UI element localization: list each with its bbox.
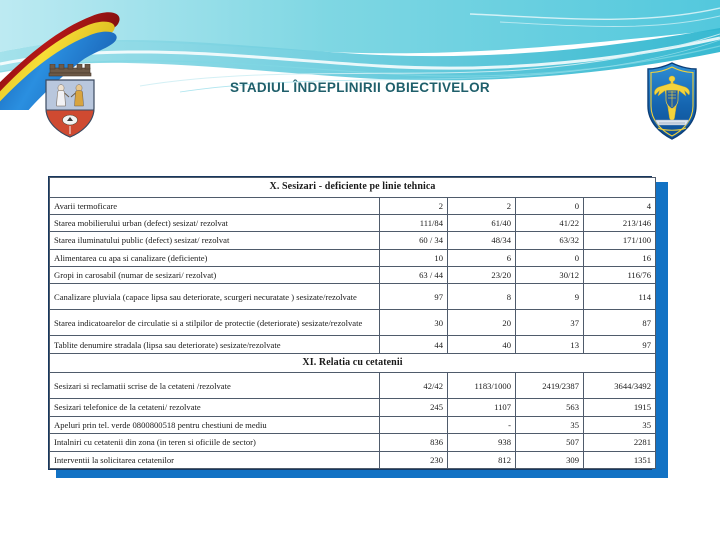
- section-heading: XI. Relatia cu cetatenii: [50, 353, 656, 373]
- row-value: [380, 416, 448, 433]
- row-label: Starea indicatoarelor de circulatie si a stilpilor de protectie (deteriorate) sesizate/rezolvate: [50, 310, 380, 336]
- row-value: 0: [516, 197, 584, 214]
- row-value: 9: [516, 284, 584, 310]
- statistics-table: [49, 177, 656, 469]
- row-value: 44: [380, 336, 448, 353]
- row-value: 6: [448, 249, 516, 266]
- coat-of-arms-sector-icon: [38, 64, 102, 140]
- row-value: 171/100: [584, 232, 656, 249]
- section-header-row: [50, 178, 656, 198]
- row-value: 42/42: [380, 373, 448, 399]
- row-value: 87: [584, 310, 656, 336]
- row-label: Starea iluminatului public (defect) sesizat/ rezolvat: [50, 232, 380, 249]
- row-value: 97: [584, 336, 656, 353]
- row-label: Avarii termoficare: [50, 197, 380, 214]
- table-row: [50, 336, 656, 353]
- section-header-row: [50, 353, 656, 373]
- row-value: 97: [380, 284, 448, 310]
- table-row: [50, 310, 656, 336]
- row-value: 812: [448, 451, 516, 469]
- row-value: 30: [380, 310, 448, 336]
- row-value: 30/12: [516, 267, 584, 284]
- table-row: [50, 197, 656, 214]
- row-value: 116/76: [584, 267, 656, 284]
- row-value: 213/146: [584, 214, 656, 231]
- row-value: 245: [380, 399, 448, 416]
- row-value: 48/34: [448, 232, 516, 249]
- row-value: 1183/1000: [448, 373, 516, 399]
- table-row: [50, 232, 656, 249]
- row-label: Canalizare pluviala (capace lipsa sau deteriorate, scurgeri necuratate ) sesizate/rezolvate: [50, 284, 380, 310]
- row-value: 63 / 44: [380, 267, 448, 284]
- row-value: 35: [516, 416, 584, 433]
- row-value: 41/22: [516, 214, 584, 231]
- row-value: 1915: [584, 399, 656, 416]
- row-value: 2419/2387: [516, 373, 584, 399]
- row-label: Apeluri prin tel. verde 0800800518 pentru chestiuni de mediu: [50, 416, 380, 433]
- row-value: 63/32: [516, 232, 584, 249]
- row-label: Alimentarea cu apa si canalizare (deficiente): [50, 249, 380, 266]
- row-value: 37: [516, 310, 584, 336]
- row-value: 309: [516, 451, 584, 469]
- table-row: [50, 214, 656, 231]
- row-value: 3644/3492: [584, 373, 656, 399]
- row-value: 13: [516, 336, 584, 353]
- statistics-table-container: [48, 176, 652, 470]
- table-row: [50, 416, 656, 433]
- table-row: [50, 284, 656, 310]
- row-label: Starea mobilierului urban (defect) sesizat/ rezolvat: [50, 214, 380, 231]
- row-value: 0: [516, 249, 584, 266]
- row-value: 2: [380, 197, 448, 214]
- row-value: 16: [584, 249, 656, 266]
- row-value: 60 / 34: [380, 232, 448, 249]
- row-value: 2281: [584, 434, 656, 451]
- row-value: 836: [380, 434, 448, 451]
- row-value: 563: [516, 399, 584, 416]
- row-label: Sesizari si reclamatii scrise de la cetateni /rezolvate: [50, 373, 380, 399]
- table-body: [50, 178, 656, 469]
- row-value: 1107: [448, 399, 516, 416]
- table-row: [50, 399, 656, 416]
- section-heading: X. Sesizari - deficiente pe linie tehnica: [50, 178, 656, 198]
- row-label: Tablite denumire stradala (lipsa sau deteriorate) sesizate/rezolvate: [50, 336, 380, 353]
- row-value: 10: [380, 249, 448, 266]
- row-label: Intalniri cu cetatenii din zona (in teren si oficiile de sector): [50, 434, 380, 451]
- row-label: Gropi in carosabil (numar de sesizari/ rezolvat): [50, 267, 380, 284]
- row-value: 938: [448, 434, 516, 451]
- row-value: 61/40: [448, 214, 516, 231]
- row-value: 2: [448, 197, 516, 214]
- row-value: 40: [448, 336, 516, 353]
- romanian-police-emblem-icon: [646, 62, 698, 140]
- row-value: 230: [380, 451, 448, 469]
- row-value: 4: [584, 197, 656, 214]
- row-value: 8: [448, 284, 516, 310]
- row-value: 35: [584, 416, 656, 433]
- table-row: [50, 451, 656, 469]
- table-row: [50, 373, 656, 399]
- row-value: 111/84: [380, 214, 448, 231]
- table-row: [50, 249, 656, 266]
- row-label: Interventii la solicitarea cetatenilor: [50, 451, 380, 469]
- table-row: [50, 434, 656, 451]
- row-value: 23/20: [448, 267, 516, 284]
- row-value: 507: [516, 434, 584, 451]
- row-value: 20: [448, 310, 516, 336]
- row-label: Sesizari telefonice de la cetateni/ rezolvate: [50, 399, 380, 416]
- row-value: -: [448, 416, 516, 433]
- table-row: [50, 267, 656, 284]
- row-value: 1351: [584, 451, 656, 469]
- row-value: 114: [584, 284, 656, 310]
- page-title: STADIUL ÎNDEPLINIRII OBIECTIVELOR: [230, 80, 490, 95]
